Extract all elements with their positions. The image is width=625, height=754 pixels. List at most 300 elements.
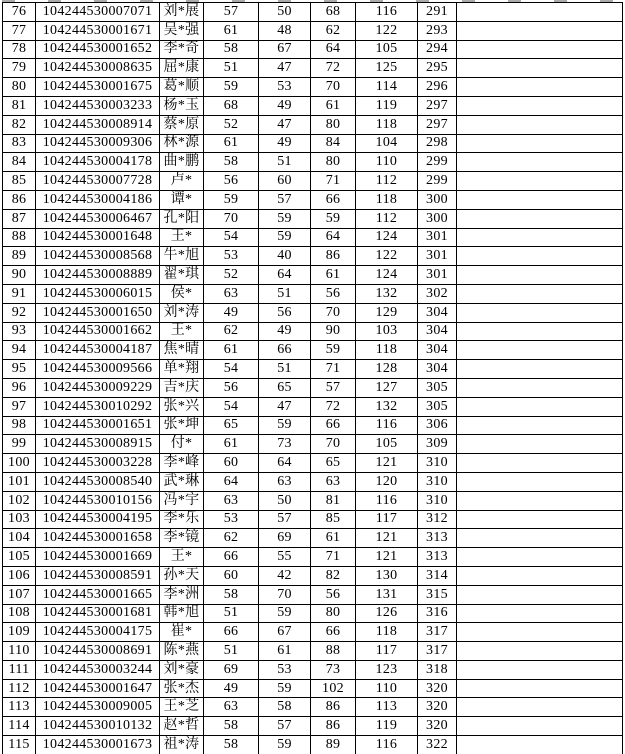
candidate-id-cell: 104244530010292: [36, 397, 160, 416]
score-3-cell: 68: [311, 3, 356, 22]
total-score-cell: 314: [418, 566, 457, 585]
table-row: [3, 21, 623, 40]
table-row: [3, 228, 623, 247]
score-1-cell: 61: [204, 21, 259, 40]
row-index-cell: 106: [3, 566, 36, 585]
score-4-cell: 110: [356, 153, 418, 172]
notes-cell: [457, 529, 623, 548]
total-score-cell: 320: [418, 698, 457, 717]
row-index-cell: 86: [3, 190, 36, 209]
score-3-cell: 71: [311, 548, 356, 567]
candidate-id-cell: 104244530008540: [36, 472, 160, 491]
notes-cell: [457, 435, 623, 454]
score-4-cell: 121: [356, 454, 418, 473]
row-index-cell: 102: [3, 491, 36, 510]
total-score-cell: 315: [418, 585, 457, 604]
candidate-name-cell: 刘*展: [160, 3, 204, 22]
row-index-cell: 94: [3, 341, 36, 360]
table-row: [3, 96, 623, 115]
total-score-cell: 306: [418, 416, 457, 435]
score-3-cell: 72: [311, 59, 356, 78]
score-2-cell: 47: [259, 115, 311, 134]
total-score-cell: 302: [418, 284, 457, 303]
score-4-cell: 117: [356, 642, 418, 661]
score-1-cell: 70: [204, 209, 259, 228]
score-4-cell: 119: [356, 717, 418, 736]
candidate-name-cell: 李*乐: [160, 510, 204, 529]
total-score-cell: 301: [418, 266, 457, 285]
table-row: [3, 435, 623, 454]
candidate-name-cell: 侯*: [160, 284, 204, 303]
score-2-cell: 59: [259, 209, 311, 228]
row-index-cell: 88: [3, 228, 36, 247]
candidate-id-cell: 104244530001675: [36, 78, 160, 97]
row-index-cell: 111: [3, 660, 36, 679]
score-3-cell: 72: [311, 397, 356, 416]
notes-cell: [457, 548, 623, 567]
total-score-cell: 300: [418, 209, 457, 228]
score-2-cell: 64: [259, 266, 311, 285]
notes-cell: [457, 642, 623, 661]
table-row: [3, 190, 623, 209]
candidate-id-cell: 104244530001658: [36, 529, 160, 548]
score-1-cell: 53: [204, 247, 259, 266]
table-row: [3, 585, 623, 604]
score-4-cell: 130: [356, 566, 418, 585]
candidate-id-cell: 104244530010156: [36, 491, 160, 510]
row-index-cell: 104: [3, 529, 36, 548]
score-4-cell: 124: [356, 266, 418, 285]
table-row: [3, 153, 623, 172]
row-index-cell: 100: [3, 454, 36, 473]
candidate-name-cell: 王*: [160, 548, 204, 567]
score-1-cell: 63: [204, 491, 259, 510]
total-score-cell: 298: [418, 134, 457, 153]
score-table-body: [3, 3, 623, 754]
row-index-cell: 115: [3, 736, 36, 754]
score-3-cell: 65: [311, 454, 356, 473]
notes-cell: [457, 21, 623, 40]
score-3-cell: 70: [311, 303, 356, 322]
row-index-cell: 81: [3, 96, 36, 115]
candidate-id-cell: 104244530010132: [36, 717, 160, 736]
row-index-cell: 80: [3, 78, 36, 97]
score-2-cell: 59: [259, 679, 311, 698]
table-row: [3, 360, 623, 379]
score-3-cell: 56: [311, 284, 356, 303]
notes-cell: [457, 604, 623, 623]
score-2-cell: 48: [259, 21, 311, 40]
notes-cell: [457, 266, 623, 285]
score-3-cell: 84: [311, 134, 356, 153]
row-index-cell: 114: [3, 717, 36, 736]
score-1-cell: 51: [204, 59, 259, 78]
candidate-id-cell: 104244530008915: [36, 435, 160, 454]
candidate-name-cell: 王*芝: [160, 698, 204, 717]
score-4-cell: 121: [356, 548, 418, 567]
candidate-name-cell: 张*坤: [160, 416, 204, 435]
score-4-cell: 118: [356, 190, 418, 209]
score-3-cell: 90: [311, 322, 356, 341]
row-index-cell: 92: [3, 303, 36, 322]
score-3-cell: 86: [311, 698, 356, 717]
score-4-cell: 114: [356, 78, 418, 97]
score-2-cell: 57: [259, 190, 311, 209]
candidate-name-cell: 韩*旭: [160, 604, 204, 623]
score-1-cell: 54: [204, 397, 259, 416]
score-3-cell: 80: [311, 604, 356, 623]
notes-cell: [457, 717, 623, 736]
candidate-name-cell: 李*镜: [160, 529, 204, 548]
score-2-cell: 40: [259, 247, 311, 266]
total-score-cell: 310: [418, 454, 457, 473]
candidate-name-cell: 王*: [160, 228, 204, 247]
total-score-cell: 295: [418, 59, 457, 78]
score-3-cell: 85: [311, 510, 356, 529]
row-index-cell: 101: [3, 472, 36, 491]
total-score-cell: 316: [418, 604, 457, 623]
total-score-cell: 293: [418, 21, 457, 40]
candidate-name-cell: 李*洲: [160, 585, 204, 604]
candidate-id-cell: 104244530001648: [36, 228, 160, 247]
score-2-cell: 73: [259, 435, 311, 454]
score-2-cell: 69: [259, 529, 311, 548]
score-1-cell: 58: [204, 717, 259, 736]
notes-cell: [457, 660, 623, 679]
candidate-id-cell: 104244530009229: [36, 378, 160, 397]
notes-cell: [457, 303, 623, 322]
table-row: [3, 378, 623, 397]
score-2-cell: 64: [259, 454, 311, 473]
candidate-id-cell: 104244530001647: [36, 679, 160, 698]
score-1-cell: 59: [204, 190, 259, 209]
candidate-name-cell: 祖*涛: [160, 736, 204, 754]
notes-cell: [457, 172, 623, 191]
candidate-id-cell: 104244530009005: [36, 698, 160, 717]
score-3-cell: 82: [311, 566, 356, 585]
table-row: [3, 172, 623, 191]
candidate-id-cell: 104244530008889: [36, 266, 160, 285]
score-1-cell: 64: [204, 472, 259, 491]
candidate-id-cell: 104244530001671: [36, 21, 160, 40]
row-index-cell: 89: [3, 247, 36, 266]
notes-cell: [457, 115, 623, 134]
score-3-cell: 86: [311, 717, 356, 736]
score-3-cell: 59: [311, 209, 356, 228]
score-4-cell: 121: [356, 529, 418, 548]
score-1-cell: 57: [204, 3, 259, 22]
score-4-cell: 112: [356, 209, 418, 228]
score-3-cell: 80: [311, 115, 356, 134]
candidate-name-cell: 孙*天: [160, 566, 204, 585]
table-row: [3, 566, 623, 585]
score-1-cell: 66: [204, 623, 259, 642]
row-index-cell: 99: [3, 435, 36, 454]
score-1-cell: 56: [204, 172, 259, 191]
score-4-cell: 129: [356, 303, 418, 322]
candidate-name-cell: 张*杰: [160, 679, 204, 698]
score-4-cell: 116: [356, 736, 418, 754]
table-row: [3, 303, 623, 322]
candidate-id-cell: 104244530007071: [36, 3, 160, 22]
score-2-cell: 58: [259, 698, 311, 717]
score-3-cell: 71: [311, 172, 356, 191]
candidate-id-cell: 104244530006467: [36, 209, 160, 228]
score-1-cell: 53: [204, 510, 259, 529]
candidate-name-cell: 陈*燕: [160, 642, 204, 661]
score-4-cell: 122: [356, 247, 418, 266]
score-3-cell: 64: [311, 40, 356, 59]
notes-cell: [457, 3, 623, 22]
score-4-cell: 118: [356, 341, 418, 360]
score-4-cell: 132: [356, 397, 418, 416]
notes-cell: [457, 623, 623, 642]
table-row: [3, 134, 623, 153]
notes-cell: [457, 59, 623, 78]
notes-cell: [457, 736, 623, 754]
score-2-cell: 59: [259, 228, 311, 247]
table-row: [3, 40, 623, 59]
candidate-name-cell: 刘*豪: [160, 660, 204, 679]
row-index-cell: 79: [3, 59, 36, 78]
score-4-cell: 116: [356, 3, 418, 22]
score-4-cell: 116: [356, 416, 418, 435]
candidate-id-cell: 104244530004187: [36, 341, 160, 360]
score-3-cell: 61: [311, 266, 356, 285]
candidate-name-cell: 刘*涛: [160, 303, 204, 322]
score-table: [2, 2, 623, 754]
score-4-cell: 116: [356, 491, 418, 510]
score-2-cell: 47: [259, 397, 311, 416]
candidate-id-cell: 104244530004178: [36, 153, 160, 172]
row-index-cell: 76: [3, 3, 36, 22]
score-4-cell: 112: [356, 172, 418, 191]
candidate-id-cell: 104244530001662: [36, 322, 160, 341]
row-index-cell: 109: [3, 623, 36, 642]
candidate-name-cell: 付*: [160, 435, 204, 454]
score-3-cell: 57: [311, 378, 356, 397]
row-index-cell: 77: [3, 21, 36, 40]
score-1-cell: 58: [204, 40, 259, 59]
row-index-cell: 108: [3, 604, 36, 623]
score-4-cell: 124: [356, 228, 418, 247]
score-3-cell: 70: [311, 435, 356, 454]
table-row: [3, 322, 623, 341]
score-4-cell: 120: [356, 472, 418, 491]
total-score-cell: 296: [418, 78, 457, 97]
score-1-cell: 54: [204, 228, 259, 247]
candidate-name-cell: 曲*鹏: [160, 153, 204, 172]
row-index-cell: 84: [3, 153, 36, 172]
row-index-cell: 113: [3, 698, 36, 717]
score-4-cell: 126: [356, 604, 418, 623]
table-row: [3, 454, 623, 473]
candidate-id-cell: 104244530008635: [36, 59, 160, 78]
notes-cell: [457, 96, 623, 115]
score-4-cell: 118: [356, 115, 418, 134]
table-row: [3, 491, 623, 510]
candidate-id-cell: 104244530008691: [36, 642, 160, 661]
score-2-cell: 66: [259, 341, 311, 360]
candidate-name-cell: 谭*: [160, 190, 204, 209]
notes-cell: [457, 679, 623, 698]
score-1-cell: 49: [204, 679, 259, 698]
total-score-cell: 312: [418, 510, 457, 529]
score-2-cell: 47: [259, 59, 311, 78]
notes-cell: [457, 228, 623, 247]
total-score-cell: 301: [418, 247, 457, 266]
score-4-cell: 123: [356, 660, 418, 679]
score-4-cell: 122: [356, 21, 418, 40]
row-index-cell: 91: [3, 284, 36, 303]
notes-cell: [457, 454, 623, 473]
score-2-cell: 63: [259, 472, 311, 491]
table-row: [3, 623, 623, 642]
total-score-cell: 317: [418, 642, 457, 661]
score-4-cell: 103: [356, 322, 418, 341]
score-2-cell: 51: [259, 284, 311, 303]
total-score-cell: 317: [418, 623, 457, 642]
score-1-cell: 65: [204, 416, 259, 435]
score-3-cell: 80: [311, 153, 356, 172]
total-score-cell: 299: [418, 153, 457, 172]
score-2-cell: 50: [259, 491, 311, 510]
candidate-name-cell: 蔡*原: [160, 115, 204, 134]
score-1-cell: 52: [204, 266, 259, 285]
score-3-cell: 62: [311, 21, 356, 40]
score-2-cell: 49: [259, 96, 311, 115]
score-1-cell: 63: [204, 698, 259, 717]
score-1-cell: 62: [204, 529, 259, 548]
row-index-cell: 96: [3, 378, 36, 397]
notes-cell: [457, 78, 623, 97]
candidate-name-cell: 吉*庆: [160, 378, 204, 397]
score-1-cell: 59: [204, 78, 259, 97]
total-score-cell: 297: [418, 96, 457, 115]
score-3-cell: 70: [311, 78, 356, 97]
score-2-cell: 50: [259, 3, 311, 22]
candidate-id-cell: 104244530004186: [36, 190, 160, 209]
row-index-cell: 112: [3, 679, 36, 698]
candidate-name-cell: 王*: [160, 322, 204, 341]
table-row: [3, 679, 623, 698]
candidate-id-cell: 104244530006015: [36, 284, 160, 303]
row-index-cell: 105: [3, 548, 36, 567]
notes-cell: [457, 247, 623, 266]
row-index-cell: 107: [3, 585, 36, 604]
notes-cell: [457, 698, 623, 717]
table-row: [3, 529, 623, 548]
table-row: [3, 660, 623, 679]
table-row: [3, 548, 623, 567]
table-row: [3, 642, 623, 661]
score-3-cell: 81: [311, 491, 356, 510]
score-4-cell: 127: [356, 378, 418, 397]
candidate-name-cell: 翟*琪: [160, 266, 204, 285]
score-1-cell: 61: [204, 435, 259, 454]
score-2-cell: 67: [259, 623, 311, 642]
score-1-cell: 60: [204, 566, 259, 585]
total-score-cell: 309: [418, 435, 457, 454]
notes-cell: [457, 322, 623, 341]
score-3-cell: 66: [311, 190, 356, 209]
candidate-id-cell: 104244530004195: [36, 510, 160, 529]
total-score-cell: 318: [418, 660, 457, 679]
score-1-cell: 66: [204, 548, 259, 567]
table-row: [3, 736, 623, 754]
score-2-cell: 57: [259, 717, 311, 736]
total-score-cell: 304: [418, 322, 457, 341]
candidate-name-cell: 牛*旭: [160, 247, 204, 266]
notes-cell: [457, 341, 623, 360]
score-4-cell: 118: [356, 623, 418, 642]
table-row: [3, 115, 623, 134]
table-row: [3, 397, 623, 416]
candidate-id-cell: 104244530001650: [36, 303, 160, 322]
notes-cell: [457, 566, 623, 585]
candidate-id-cell: 104244530001681: [36, 604, 160, 623]
candidate-id-cell: 104244530007728: [36, 172, 160, 191]
score-2-cell: 51: [259, 153, 311, 172]
candidate-name-cell: 卢*: [160, 172, 204, 191]
score-1-cell: 58: [204, 736, 259, 754]
candidate-name-cell: 焦*晴: [160, 341, 204, 360]
candidate-name-cell: 李*峰: [160, 454, 204, 473]
total-score-cell: 299: [418, 172, 457, 191]
notes-cell: [457, 491, 623, 510]
candidate-id-cell: 104244530008914: [36, 115, 160, 134]
score-4-cell: 128: [356, 360, 418, 379]
score-1-cell: 68: [204, 96, 259, 115]
score-2-cell: 49: [259, 322, 311, 341]
score-4-cell: 125: [356, 59, 418, 78]
candidate-name-cell: 冯*宇: [160, 491, 204, 510]
score-2-cell: 51: [259, 360, 311, 379]
candidate-name-cell: 杨*玉: [160, 96, 204, 115]
total-score-cell: 320: [418, 717, 457, 736]
notes-cell: [457, 378, 623, 397]
row-index-cell: 90: [3, 266, 36, 285]
score-2-cell: 60: [259, 172, 311, 191]
table-row: [3, 209, 623, 228]
score-1-cell: 51: [204, 604, 259, 623]
score-4-cell: 119: [356, 96, 418, 115]
row-index-cell: 78: [3, 40, 36, 59]
score-4-cell: 113: [356, 698, 418, 717]
score-1-cell: 52: [204, 115, 259, 134]
notes-cell: [457, 397, 623, 416]
score-2-cell: 53: [259, 78, 311, 97]
row-index-cell: 95: [3, 360, 36, 379]
score-4-cell: 132: [356, 284, 418, 303]
total-score-cell: 304: [418, 341, 457, 360]
candidate-name-cell: 李*奇: [160, 40, 204, 59]
score-1-cell: 56: [204, 378, 259, 397]
notes-cell: [457, 134, 623, 153]
score-1-cell: 62: [204, 322, 259, 341]
row-index-cell: 85: [3, 172, 36, 191]
score-3-cell: 66: [311, 416, 356, 435]
score-2-cell: 57: [259, 510, 311, 529]
notes-cell: [457, 472, 623, 491]
candidate-name-cell: 武*琳: [160, 472, 204, 491]
total-score-cell: 310: [418, 472, 457, 491]
score-2-cell: 59: [259, 604, 311, 623]
total-score-cell: 304: [418, 360, 457, 379]
score-1-cell: 63: [204, 284, 259, 303]
total-score-cell: 313: [418, 548, 457, 567]
notes-cell: [457, 190, 623, 209]
